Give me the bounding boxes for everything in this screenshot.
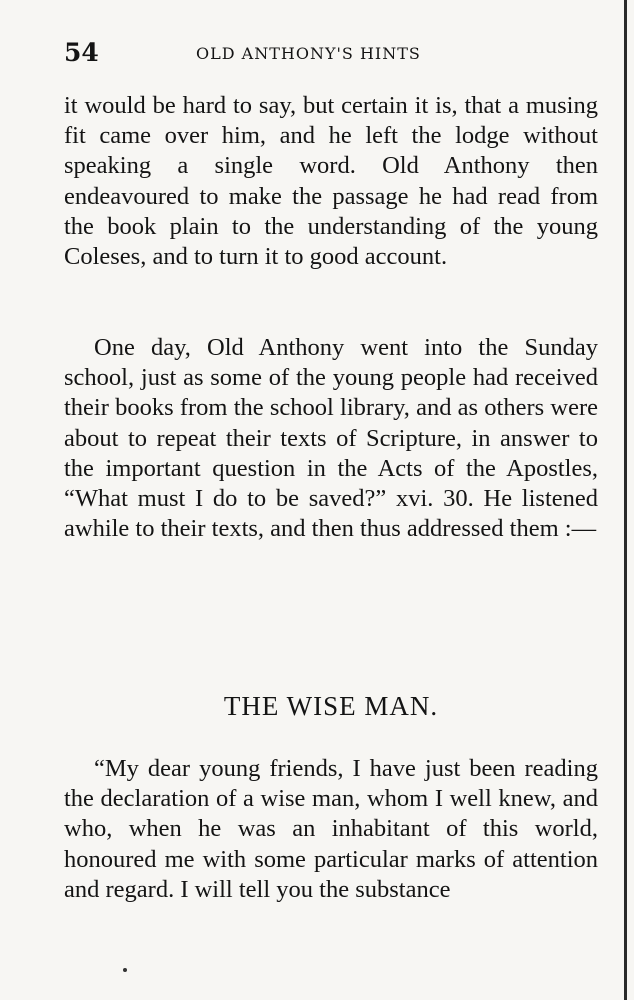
paragraph-text: “My dear young friends, I have just been reading the declaration of a wise man, whom I well knew, and who, when he was an inhabitant of this world, honoured me with some particular marks of attention and regard. I will tell you the substance (64, 755, 598, 903)
paragraph-sunday-school (64, 333, 598, 544)
paragraph-wise-man (64, 754, 598, 905)
running-head: OLD ANTHONY'S HINTS (196, 44, 421, 63)
paragraph-text: One day, Old Anthony went into the Sunday school, just as some of the young people had received their books from the school library, and as others were about to repeat their texts of Scripture, in answer to the important question in the Acts of the Apostles, “What must I do to be saved?” xvi. 30. He listened awhile to their texts, and then thus addressed them :— (64, 334, 598, 543)
ink-speck (123, 968, 127, 972)
section-title: THE WISE MAN. (223, 691, 439, 721)
page-header (64, 38, 598, 78)
page-edge (624, 0, 627, 1000)
paragraph-continued (64, 91, 598, 272)
paragraph-text: it would be hard to say, but certain it is, that a musing fit came over him, and he left the lodge without speaking a single word. Old Anthony then endeavoured to make the passage he had read from the book plain to the understanding of the young Coleses, and to turn it to good account. (64, 92, 598, 271)
page-number: 54 (64, 38, 99, 67)
